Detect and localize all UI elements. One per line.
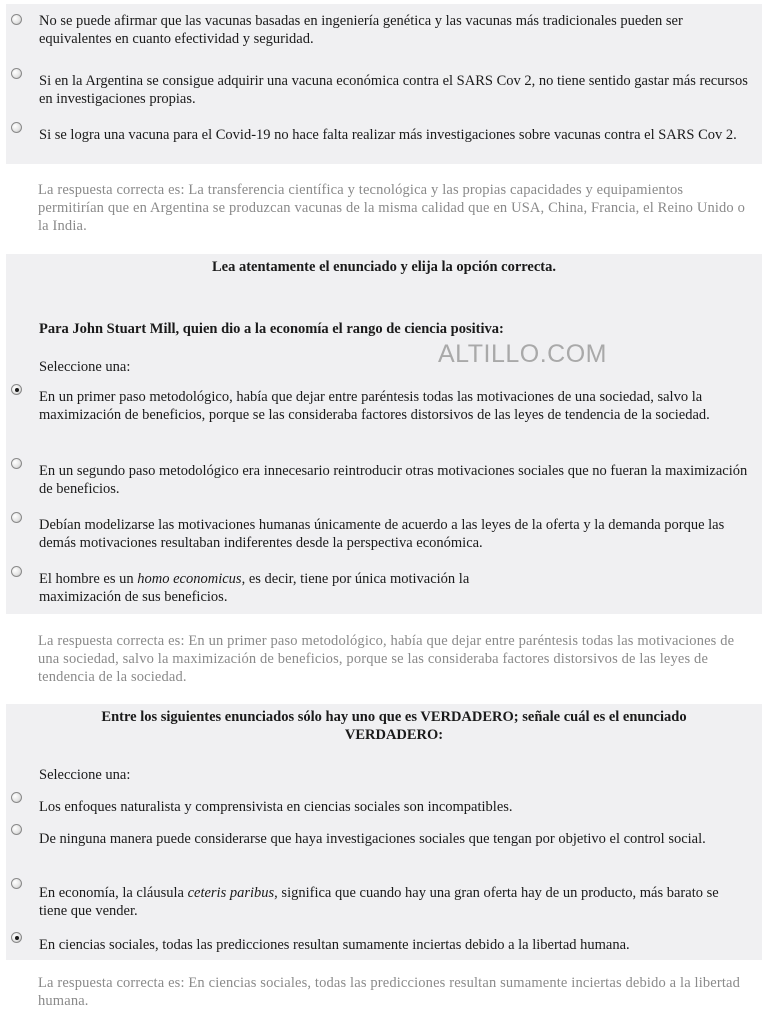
radio-button[interactable] [11, 122, 22, 133]
option-text-part: En economía, la cláusula [39, 885, 188, 901]
question-stem: Para John Stuart Mill, quien dio a la economía el rango de ciencia positiva: [39, 321, 504, 337]
question-heading [36, 708, 752, 744]
radio-button[interactable] [11, 792, 22, 803]
option-text[interactable]: Debían modelizarse las motivaciones humanas únicamente de acuerdo a las leyes de la oferta y la demanda porque las demás motivaciones resultaban indiferentes desde la perspectiva económica. [39, 517, 725, 551]
question-heading: Lea atentamente el enunciado y elija la opción correcta. [211, 259, 557, 275]
radio-button[interactable] [11, 14, 22, 25]
radio-button[interactable] [11, 512, 22, 523]
select-one-label: Seleccione una: [39, 359, 131, 375]
option-text-part: , es decir, tiene por única motivación la [241, 571, 470, 587]
select-one-label: Seleccione una: [39, 767, 131, 783]
option-text[interactable]: En un segundo paso metodológico era innecesario reintroducir otras motivaciones sociales que no fueran la maximización de beneficios. [39, 463, 748, 497]
option-text[interactable]: En un primer paso metodológico, había que dejar entre paréntesis todas las motivaciones de una sociedad, salvo la maximización de beneficios, porque se las consideraba factores distorsivos de las leyes de tendencia de la sociedad. [39, 389, 710, 423]
correct-answer-feedback: La respuesta correcta es: En ciencias sociales, todas las predicciones resultan sumamente inciertas debido a la libertad humana. [38, 975, 741, 1009]
option-text[interactable] [39, 570, 750, 606]
option-text[interactable]: Los enfoques naturalista y comprensivista en ciencias sociales son incompatibles. [39, 799, 513, 815]
radio-button[interactable] [11, 68, 22, 79]
option-text-part: maximización de sus beneficios. [39, 589, 228, 605]
option-text-part: El hombre es un [39, 571, 138, 587]
previous-question-options [6, 4, 762, 164]
radio-button-selected[interactable] [11, 932, 22, 943]
option-text[interactable]: En ciencias sociales, todas las predicciones resultan sumamente inciertas debido a la libertad humana. [39, 937, 630, 953]
option-text-part: , significa que cuando hay una gran oferta hay de un producto, más barato se tiene que vender. [39, 885, 719, 919]
question-card [6, 254, 762, 614]
option-text[interactable]: No se puede afirmar que las vacunas basadas en ingeniería genética y las vacunas más tradicionales pueden ser equivalentes en cuanto efectividad y seguridad. [39, 13, 683, 47]
correct-answer-feedback: La respuesta correcta es: En un primer paso metodológico, había que dejar entre paréntesis todas las motivaciones de una sociedad, salvo la maximización de beneficios, porque se las consideraba factores distorsivos de las leyes de tendencia de la sociedad. [38, 633, 735, 685]
correct-answer-feedback: La respuesta correcta es: La transferencia científica y tecnológica y las propias capacidades y equipamientos permitirían que en Argentina se produzcan vacunas de la misma calidad que en USA, China, Francia, el Reino Unido o la India. [38, 182, 745, 234]
radio-button-selected[interactable] [11, 384, 22, 395]
option-text[interactable]: Si en la Argentina se consigue adquirir una vacuna económica contra el SARS Cov 2, no tiene sentido gastar más recursos en investigaciones propias. [39, 73, 748, 107]
radio-button[interactable] [11, 824, 22, 835]
option-text-emphasis: homo economicus [137, 571, 242, 587]
radio-button[interactable] [11, 458, 22, 469]
radio-button[interactable] [11, 566, 22, 577]
question-card [6, 704, 762, 960]
option-text-emphasis: ceteris paribus [187, 885, 275, 901]
option-text[interactable]: Si se logra una vacuna para el Covid-19 no hace falta realizar más investigaciones sobre vacunas contra el SARS Cov 2. [39, 127, 737, 143]
altillo-watermark: ALTILLO.COM [438, 340, 607, 368]
radio-button[interactable] [11, 878, 22, 889]
option-text[interactable]: De ninguna manera puede considerarse que haya investigaciones sociales que tengan por objetivo el control social. [39, 831, 706, 847]
question-heading-line: VERDADERO: [344, 727, 444, 743]
option-text[interactable] [39, 884, 750, 920]
question-heading-line: Entre los siguientes enunciados sólo hay uno que es VERDADERO; señale cuál es el enunciado [101, 709, 687, 725]
